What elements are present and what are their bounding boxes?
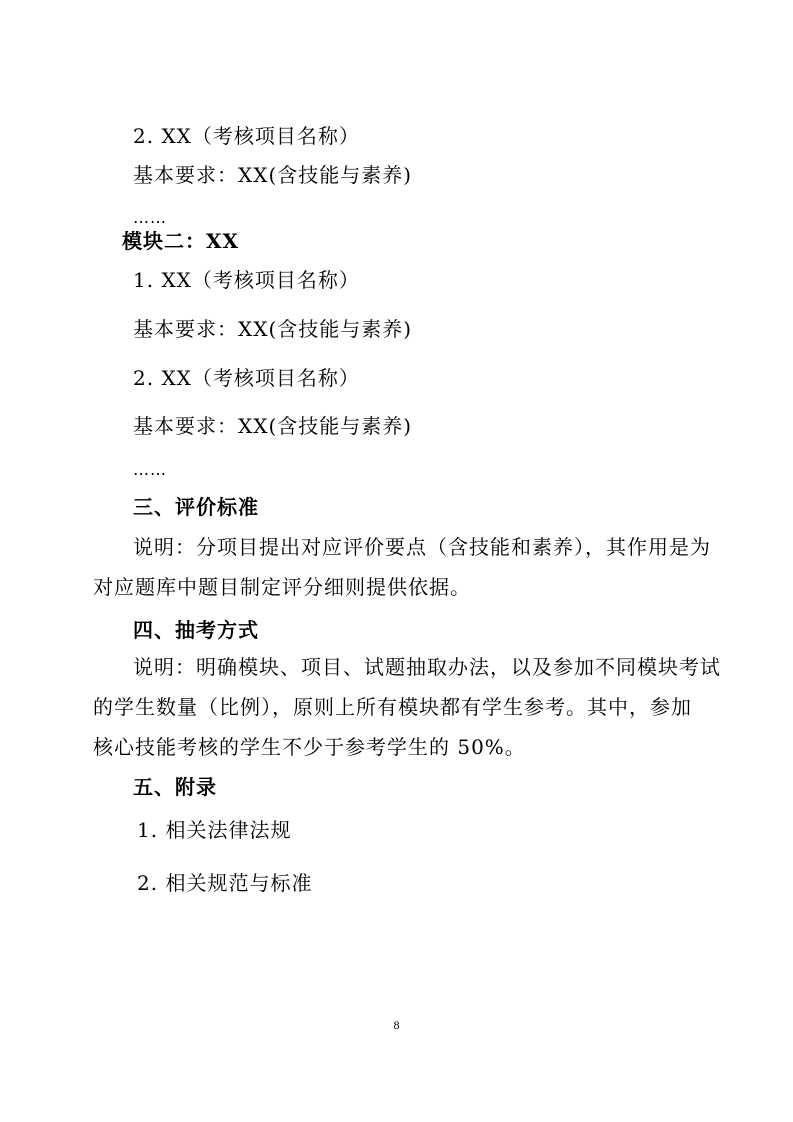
item-2b-requirement: 基本要求：XX(含技能与素养) [133,414,413,438]
item-1-requirement: 基本要求：XX(含技能与素养) [133,317,413,341]
section-three-heading: 三、评价标准 [133,495,259,519]
page-number: 8 [393,1018,400,1032]
ellipsis: …… [133,460,167,479]
section-four-heading: 四、抽考方式 [133,618,259,642]
module-two-heading: 模块二：XX [122,229,240,253]
appendix-item-2: 2. 相关规范与标准 [137,871,313,895]
section-three-paragraph-line-1: 说明：分项目提出对应评价要点（含技能和素养），其作用是为 [133,535,711,559]
item-2-requirement: 基本要求：XX(含技能与素养) [133,163,413,187]
section-five-heading: 五、附录 [133,775,217,799]
item-2-title: 2. XX（考核项目名称） [133,124,360,148]
item-1-title: 1. XX（考核项目名称） [133,268,360,292]
appendix-item-1: 1. 相关法律法规 [137,818,292,842]
item-2b-title: 2. XX（考核项目名称） [133,366,360,390]
section-four-paragraph-line-3: 核心技能考核的学生不少于参考学生的 50%。 [93,735,526,759]
section-four-paragraph-line-1: 说明：明确模块、项目、试题抽取办法，以及参加不同模块考试 [133,655,721,679]
ellipsis: …… [133,208,167,227]
section-four-paragraph-line-2: 的学生数量（比例），原则上所有模块都有学生参考。其中，参加 [93,695,692,719]
section-three-paragraph-line-2: 对应题库中题目制定评分细则提供依据。 [93,575,471,599]
